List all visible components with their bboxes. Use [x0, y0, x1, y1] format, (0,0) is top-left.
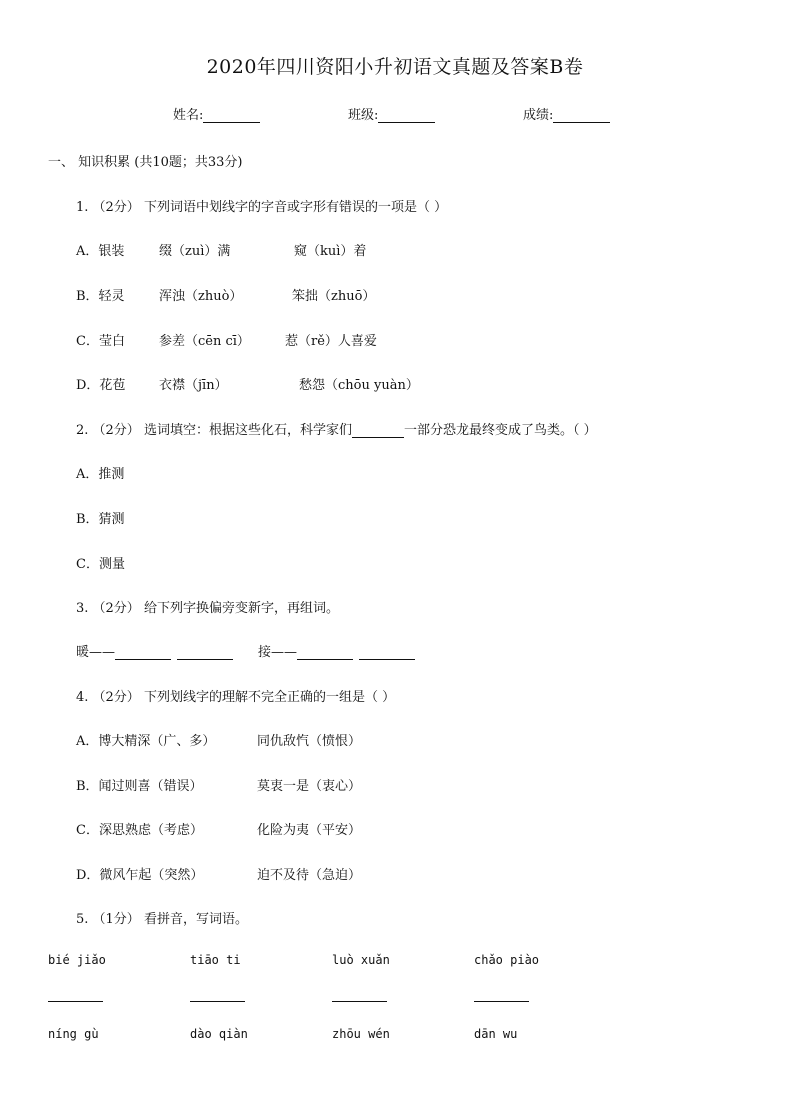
q2-stem-after: 一部分恐龙最终变成了鸟类。（ ） [403, 423, 597, 438]
option-text: 莫衷一是（衷心） [257, 779, 362, 794]
q3-blank [115, 646, 171, 660]
pinyin-4: chǎo piào [474, 953, 540, 967]
q3-stem: 3. （2分） 给下列字换偏旁变新字，再组词。 [76, 601, 339, 616]
option-text: C．莹白 [76, 334, 125, 349]
q4-stem: 4. （2分） 下列划线字的理解不完全正确的一组是（ ） [76, 690, 396, 705]
q1-option-b [76, 285, 375, 304]
name-blank [203, 108, 260, 123]
section-heading: 一、 知识积累 (共10题；共33分) [48, 155, 243, 170]
pinyin-3: luò xuǎn [332, 953, 390, 967]
score-field [523, 104, 610, 123]
q3-blank [177, 646, 233, 660]
q5-stem: 5. （1分） 看拼音，写词语。 [76, 912, 248, 927]
q3-blank [297, 646, 353, 660]
q2-option-b: B．猜测 [76, 512, 125, 527]
pinyin-5: níng gù [48, 1027, 99, 1041]
option-text: C．深思熟虑（考虑） [76, 823, 203, 838]
q1-option-d [76, 374, 419, 393]
q3-blank [359, 646, 415, 660]
option-text: 笨拙（zhuō） [292, 289, 376, 304]
name-label: 姓名: [173, 108, 204, 123]
name-field [173, 104, 260, 123]
q2-stem-before: 2. （2分） 选词填空：根据这些化石，科学家们 [76, 423, 352, 438]
q3-item-label: 接—— [258, 645, 298, 660]
answer-blank [48, 1001, 103, 1002]
q1-option-a [76, 240, 366, 259]
q4-option-a [76, 730, 361, 749]
q4-option-d [76, 864, 361, 883]
q2-stem [76, 419, 597, 438]
q2-blank [352, 424, 404, 438]
option-text: D．微风乍起（突然） [76, 868, 204, 883]
option-text: B．轻灵 [76, 289, 125, 304]
option-text: 化险为夷（平安） [257, 823, 362, 838]
class-label: 班级: [348, 108, 379, 123]
score-label: 成绩: [523, 108, 554, 123]
q3-item-label: 暖—— [76, 645, 116, 660]
score-blank [553, 108, 610, 123]
q2-option-c: C．测量 [76, 557, 125, 572]
q2-option-a: A．推测 [76, 467, 125, 482]
option-text: 同仇敌忾（愤恨） [257, 734, 362, 749]
answer-blank [190, 1001, 245, 1002]
q4-option-c [76, 819, 361, 838]
option-text: 衣襟（jīn） [159, 378, 228, 393]
class-field [348, 104, 435, 123]
class-blank [378, 108, 435, 123]
answer-blank [332, 1001, 387, 1002]
q1-stem: 1. （2分） 下列词语中划线字的字音或字形有错误的一项是（ ） [76, 200, 448, 215]
q1-option-c [76, 330, 377, 349]
pinyin-7: zhōu wén [332, 1027, 390, 1041]
q3-item-2 [258, 641, 415, 660]
option-text: A．博大精深（广、多） [76, 734, 216, 749]
option-text: 缀（zuì）满 [159, 244, 231, 259]
answer-blank [474, 1001, 529, 1002]
option-text: 窥（kuì）着 [294, 244, 367, 259]
pinyin-2: tiāo ti [190, 953, 241, 967]
pinyin-6: dào qiàn [190, 1027, 248, 1041]
page-title: 2020年四川资阳小升初语文真题及答案B卷 [206, 56, 584, 78]
pinyin-1: bié jiǎo [48, 953, 106, 967]
option-text: D．花苞 [76, 378, 126, 393]
option-text: 浑浊（zhuò） [159, 289, 243, 304]
option-text: 惹（rě）人喜爱 [285, 334, 377, 349]
option-text: 迫不及待（急迫） [257, 868, 362, 883]
option-text: 参差（cēn cī） [159, 334, 250, 349]
q3-item-1 [76, 641, 233, 660]
option-text: A．银装 [76, 244, 125, 259]
option-text: B．闻过则喜（错误） [76, 779, 203, 794]
option-text: 愁怨（chōu yuàn） [299, 378, 419, 393]
q4-option-b [76, 775, 361, 794]
pinyin-8: dān wu [474, 1027, 518, 1041]
